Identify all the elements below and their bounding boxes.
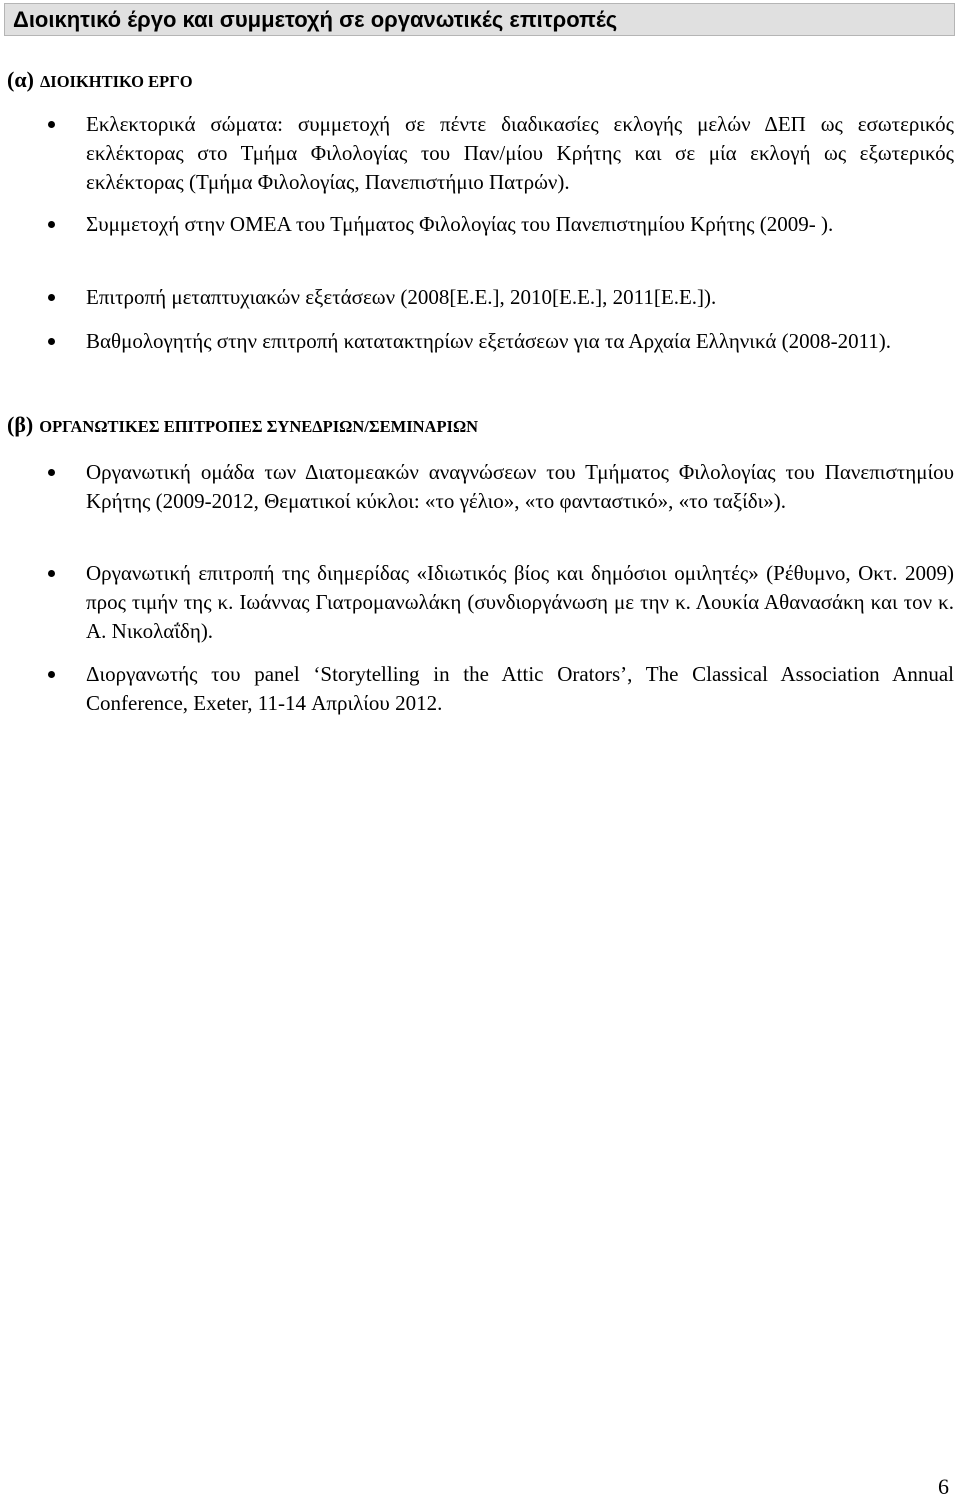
- section-title: Διοικητικό έργο και συμμετοχή σε οργανωτικές επιτροπές: [13, 7, 618, 32]
- list-item-text: Βαθμολογητής στην επιτροπή κατατακτηρίων εξετάσεων για τα Αρχαία Ελληνικά (2008-2011).: [86, 329, 892, 353]
- bullet-icon: [48, 570, 55, 577]
- list-item-text: Οργανωτική επιτροπή της διημερίδας «Ιδιωτικός βίος και δημόσιοι ομιλητές» (Ρέθυμνο, Οκτ. 2009) προς τιμήν της κ. Ιωάννας Γιατρομανωλάκη (συνδιοργάνωση με την κ. Λουκία Αθανασάκη και τον κ. Α. Νικολαΐδη).: [86, 561, 954, 643]
- bullet-icon: [48, 469, 55, 476]
- subheading-organizing-committees: [7, 411, 478, 442]
- subheading-administrative: [7, 66, 193, 97]
- list-item-text: Εκλεκτορικά σώματα: συμμετοχή σε πέντε διαδικασίες εκλογής μελών ΔΕΠ ως εσωτερικός εκλέκτορας στο Τμήμα Φιλολογίας του Παν/μίου Κρήτης και σε μία εκλογή ως εξωτερικός εκλέκτορας (Τμήμα Φιλολογίας, Πανεπιστήμιο Πατρών).: [86, 112, 954, 194]
- subheading-title: ΟΡΓΑΝΩΤΙΚΕΣ ΕΠΙΤΡΟΠΕΣ ΣΥΝΕΔΡΙΩΝ/ΣΕΜΙΝΑΡΙΩΝ: [39, 417, 479, 436]
- list-item-text: Συμμετοχή στην ΟΜΕΑ του Τμήματος Φιλολογίας του Πανεπιστημίου Κρήτης (2009- ).: [86, 212, 834, 236]
- subheading-prefix: (α): [7, 67, 34, 92]
- list-item-text: Επιτροπή μεταπτυχιακών εξετάσεων (2008[Ε.Ε.], 2010[Ε.Ε.], 2011[Ε.Ε.]).: [86, 285, 717, 309]
- bullet-icon: [48, 294, 55, 301]
- bullet-icon: [48, 671, 55, 678]
- subheading-prefix: (β): [7, 412, 34, 437]
- list-item-text: Οργανωτική ομάδα των Διατομεακών αναγνώσεων του Τμήματος Φιλολογίας του Πανεπιστημίου Κρήτης (2009-2012, Θεματικοί κύκλοι: «το γέλιο», «το φανταστικό», «το ταξίδι»).: [86, 460, 954, 513]
- bullet-icon: [48, 121, 55, 128]
- bullet-icon: [48, 338, 55, 345]
- section-header-bar: [4, 3, 955, 36]
- subheading-title: ΔΙΟΙΚΗΤΙΚΟ ΕΡΓΟ: [39, 72, 193, 91]
- page-number: 6: [938, 1474, 949, 1499]
- list-item-text: Διοργανωτής του panel ‘Storytelling in the Attic Orators’, The Classical Association Annual Conference, Exeter, 11-14 Απριλίου 2012.: [86, 662, 954, 715]
- bullet-icon: [48, 221, 55, 228]
